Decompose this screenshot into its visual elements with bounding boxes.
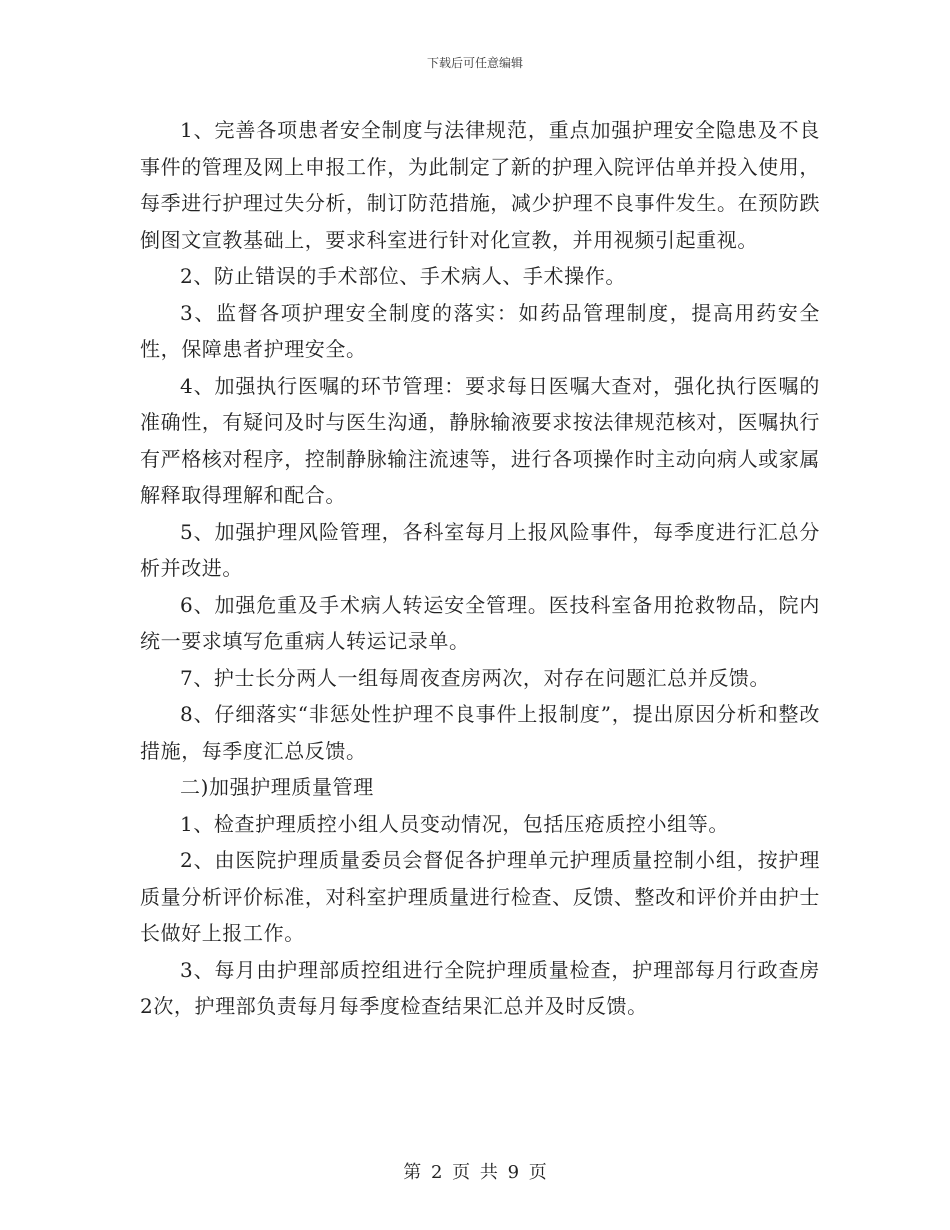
paragraph-quality-group: 1、检查护理质控小组人员变动情况，包括压疮质控小组等。 [180,811,729,836]
paragraph-risk-management: 5、加强护理风险管理，各科室每月上报风险事件，每季度进行汇总分析并改进。 [140,519,820,580]
paragraph-transfer-safety: 6、加强危重及手术病人转运安全管理。医技科室备用抢救物品，院内统一要求填写危重病人转运记录单。 [140,592,820,653]
document-body [140,112,820,1025]
page-footer [0,1158,950,1184]
footer-total-unit: 页 [528,1162,547,1183]
footer-page-number: 2 [430,1162,443,1183]
paragraph-safety-system: 1、完善各项患者安全制度与法律规范，重点加强护理安全隐患及不良事件的管理及网上申报工作，为此制定了新的护理入院评估单并投入使用，每季进行护理过失分析，制订防范措施，减少护理不良事件发生。在预防跌倒图文宣教基础上，要求科室进行针对化宣教，并用视频引起重视。 [140,118,820,252]
paragraph-medical-orders: 4、加强执行医嘱的环节管理：要求每日医嘱大查对，强化执行医嘱的准确性，有疑问及时与医生沟通，静脉输液要求按法律规范核对，医嘱执行有严格核对程序，控制静脉输注流速等，进行各项操作时主动向病人或家属解释取得理解和配合。 [140,373,820,507]
footer-total-pages: 9 [507,1162,520,1183]
paragraph-quality-committee: 2、由医院护理质量委员会督促各护理单元护理质量控制小组，按护理质量分析评价标准，对科室护理质量进行检查、反馈、整改和评价并由护士长做好上报工作。 [140,848,820,945]
paragraph-adverse-events: 8、仔细落实“非惩处性护理不良事件上报制度”，提出原因分析和整改措施，每季度汇总反馈。 [140,702,820,763]
footer-prefix: 第 [403,1162,422,1183]
paragraph-supervision: 3、监督各项护理安全制度的落实：如药品管理制度，提高用药安全性，保障患者护理安全。 [140,300,820,361]
paragraph-monthly-inspection: 3、每月由护理部质控组进行全院护理质量检查，护理部每月行政查房2次，护理部负责每月每季度检查结果汇总并及时反馈。 [140,957,820,1018]
footer-total-prefix: 共 [479,1162,498,1183]
footer-page-unit: 页 [452,1162,471,1183]
paragraph-night-rounds: 7、护士长分两人一组每周夜查房两次，对存在问题汇总并反馈。 [180,665,771,690]
paragraph-surgery-errors: 2、防止错误的手术部位、手术病人、手术操作。 [180,264,626,288]
header-note: 下载后可任意编辑 [426,56,523,70]
section-heading-quality: 二)加强护理质量管理 [180,775,374,799]
